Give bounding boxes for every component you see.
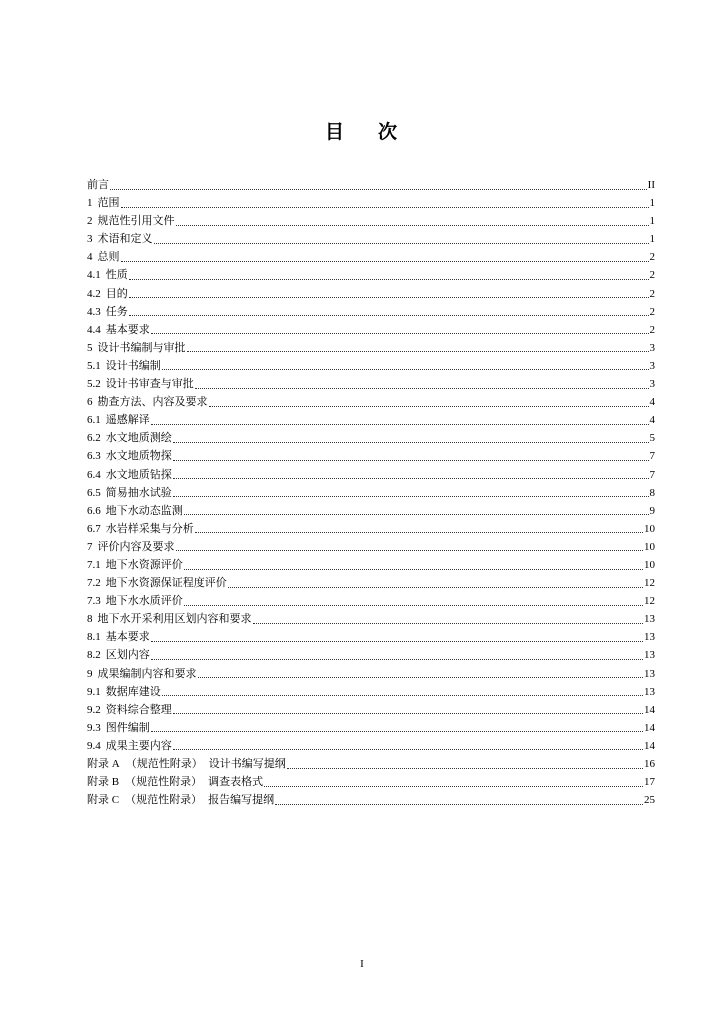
toc-entry-number: 5.2: [87, 378, 101, 391]
toc-entry[interactable]: [87, 447, 655, 465]
toc-entry-page: 13: [644, 685, 655, 698]
toc-entry-number: 6.7: [87, 522, 101, 535]
toc-entry-label: 规范性引用文件: [97, 215, 175, 228]
toc-entry-number: 4: [87, 251, 93, 264]
appendix-label: 设计书编写提纲: [208, 758, 286, 770]
toc-entry-label: 任务: [105, 305, 128, 318]
toc-entry-page: 13: [644, 631, 655, 644]
dot-leader: [129, 297, 649, 298]
toc-entry-number: 2: [87, 215, 93, 228]
toc-entry[interactable]: [87, 628, 655, 646]
toc-entry-page: 12: [644, 577, 655, 590]
dot-leader: [228, 587, 643, 588]
toc-appendix-entry[interactable]: [87, 755, 655, 773]
toc-entry-number: 4.1: [87, 269, 101, 282]
dot-leader: [151, 659, 643, 660]
toc-entry[interactable]: [87, 484, 655, 502]
toc-entry-number: 3: [87, 233, 93, 246]
toc-entry-page: 4: [649, 396, 655, 409]
dot-leader: [187, 351, 649, 352]
toc-entry-label: 术语和定义: [97, 233, 153, 246]
toc-entry-label: 遥感解译: [105, 414, 150, 427]
toc-entry-page: 8: [649, 486, 655, 499]
toc-entry-label: 地下水开采利用区划内容和要求: [97, 613, 252, 626]
toc-entry-number: 6.1: [87, 414, 101, 427]
dot-leader: [264, 786, 643, 787]
toc-entry-number: 5.1: [87, 359, 101, 372]
appendix-tag: 附录 A: [87, 758, 120, 770]
toc-entry[interactable]: [87, 303, 655, 321]
toc-entry-label: 数据库建设: [105, 685, 161, 698]
appendix-kind: （规范性附录）: [125, 776, 203, 789]
toc-entry-label: 设计书编制与审批: [97, 341, 186, 354]
toc-entry-label: 评价内容及要求: [97, 540, 175, 553]
toc-entry-number: 7.2: [87, 577, 101, 590]
toc-entry-page: 14: [644, 739, 655, 752]
toc-entry-number: 6.5: [87, 486, 101, 499]
dot-leader: [173, 460, 649, 461]
toc-entry-number: 4.3: [87, 305, 101, 318]
dot-leader: [154, 243, 649, 244]
toc-entry-page: 13: [644, 667, 655, 680]
dot-leader: [176, 225, 649, 226]
toc-entry-page: 25: [644, 794, 655, 807]
toc-entry-page: 2: [649, 251, 655, 264]
toc-entry[interactable]: [87, 321, 655, 339]
toc-entry[interactable]: [87, 212, 655, 230]
toc-entry-number: 5: [87, 341, 93, 354]
toc-entry[interactable]: [87, 592, 655, 610]
page-number: I: [360, 958, 364, 970]
toc-entry[interactable]: [87, 719, 655, 737]
toc-entry-number: 9: [87, 667, 93, 680]
appendix-label: 调查表格式: [208, 776, 264, 789]
toc-entry-number: 9.4: [87, 739, 101, 752]
toc-entry-label: 勘查方法、内容及要求: [97, 396, 208, 409]
toc-entry-number: 6.4: [87, 468, 101, 481]
toc-entry-page: 3: [649, 341, 655, 354]
toc-entry-page: 2: [649, 269, 655, 282]
toc-title-char-1: 目: [324, 122, 346, 143]
toc-entry-page: 7: [649, 450, 655, 463]
dot-leader: [173, 749, 643, 750]
toc-entry-label: 基本要求: [105, 631, 150, 644]
toc-entry[interactable]: [87, 502, 655, 520]
appendix-label: 报告编写提纲: [208, 794, 275, 807]
dot-leader: [173, 496, 649, 497]
dot-leader: [173, 478, 649, 479]
dot-leader: [151, 641, 643, 642]
toc-entry-number: 9.3: [87, 721, 101, 734]
toc-entry[interactable]: [87, 375, 655, 393]
toc-entry-page: II: [647, 179, 655, 191]
dot-leader: [184, 605, 643, 606]
toc-entry-number: 4.2: [87, 287, 101, 300]
toc-entry-number: 6.6: [87, 504, 101, 517]
dot-leader: [121, 207, 649, 208]
toc-entry-page: 1: [649, 215, 655, 228]
toc-entry[interactable]: [87, 520, 655, 538]
toc-entry-page: 2: [649, 287, 655, 300]
toc-entry-label: 资料综合整理: [105, 703, 172, 716]
toc-entry-page: 4: [649, 414, 655, 427]
appendix-tag: 附录 B: [87, 776, 120, 789]
appendix-kind: （规范性附录）: [125, 758, 203, 770]
toc-entry-number: 8.2: [87, 649, 101, 662]
toc-entry-page: 3: [649, 378, 655, 391]
toc-entry-label: 地下水资源保证程度评价: [105, 577, 227, 590]
toc-entry[interactable]: [87, 411, 655, 429]
dot-leader: [151, 731, 643, 732]
dot-leader: [198, 677, 644, 678]
dot-leader: [253, 623, 644, 624]
toc-entry-number: 7.1: [87, 558, 101, 571]
toc-entry-page: 1: [649, 233, 655, 246]
toc-entry[interactable]: [87, 176, 655, 194]
toc-entry-number: 6: [87, 396, 93, 409]
toc-entry-number: 1: [87, 197, 93, 210]
toc-entry-label: 简易抽水试验: [105, 486, 172, 499]
toc-entry-page: 14: [644, 721, 655, 734]
toc-entry-page: 1: [649, 197, 655, 210]
dot-leader: [184, 514, 649, 515]
toc-entry-label: 设计书编制: [105, 359, 161, 372]
toc-entry[interactable]: [87, 194, 655, 212]
toc-entry[interactable]: [87, 266, 655, 284]
dot-leader: [275, 804, 643, 805]
toc-entry-page: 14: [644, 703, 655, 716]
toc-entry[interactable]: [87, 339, 655, 357]
toc-entry-page: 9: [649, 504, 655, 517]
dot-leader: [195, 388, 649, 389]
appendix-tag: 附录 C: [87, 794, 120, 807]
dot-leader: [121, 261, 649, 262]
toc-entry-label: 水文地质物探: [105, 450, 172, 463]
toc-entry-label: 前言: [87, 179, 109, 191]
toc-appendix-entry[interactable]: [87, 791, 655, 809]
toc-entry-page: 2: [649, 323, 655, 336]
toc-entry-label: 总则: [97, 251, 120, 264]
toc-entry-label: 水岩样采集与分析: [105, 522, 194, 535]
toc-entry-number: 6.2: [87, 432, 101, 445]
toc-entry-number: 7.3: [87, 595, 101, 608]
toc-title: [0, 117, 724, 144]
toc-entry-label: 图件编制: [105, 721, 150, 734]
toc-entry[interactable]: [87, 556, 655, 574]
dot-leader: [287, 768, 643, 769]
toc-entry-page: 10: [644, 540, 655, 553]
dot-leader: [173, 713, 643, 714]
toc-entry-page: 3: [649, 359, 655, 372]
toc-entry[interactable]: [87, 285, 655, 303]
toc-entry-label: 设计书审查与审批: [105, 378, 194, 391]
toc-appendix-entry[interactable]: [87, 773, 655, 791]
toc-entry-label: 地下水动态监测: [105, 504, 183, 517]
toc-entry-page: 13: [644, 613, 655, 626]
toc-entry-label: 地下水水质评价: [105, 595, 183, 608]
dot-leader: [110, 189, 647, 190]
toc-entry-page: 2: [649, 305, 655, 318]
dot-leader: [162, 369, 649, 370]
toc-entry-label: 区划内容: [105, 649, 150, 662]
toc-entry-label: 性质: [105, 269, 128, 282]
toc-entry[interactable]: [87, 393, 655, 411]
table-of-contents: [87, 176, 655, 809]
dot-leader: [173, 442, 649, 443]
toc-entry-page: 5: [649, 432, 655, 445]
toc-entry-label: 地下水资源评价: [105, 558, 183, 571]
dot-leader: [162, 695, 643, 696]
toc-entry-label: 水文地质测绘: [105, 432, 172, 445]
toc-entry-page: 10: [644, 558, 655, 571]
dot-leader: [151, 333, 649, 334]
toc-entry-number: 6.3: [87, 450, 101, 463]
dot-leader: [176, 550, 644, 551]
toc-entry-label: 范围: [97, 197, 120, 210]
toc-entry-page: 12: [644, 595, 655, 608]
toc-entry-number: 8: [87, 613, 93, 626]
dot-leader: [184, 569, 643, 570]
dot-leader: [209, 406, 649, 407]
toc-entry[interactable]: [87, 701, 655, 719]
appendix-kind: （规范性附录）: [125, 794, 203, 807]
toc-entry-label: 成果主要内容: [105, 739, 172, 752]
toc-title-char-2: 次: [378, 122, 400, 143]
toc-entry-number: 9.2: [87, 703, 101, 716]
toc-entry-page: 17: [644, 776, 655, 789]
toc-entry[interactable]: [87, 665, 655, 683]
toc-entry[interactable]: [87, 248, 655, 266]
toc-entry-label: 成果编制内容和要求: [97, 667, 197, 680]
dot-leader: [129, 315, 649, 316]
toc-entry-label: 目的: [105, 287, 128, 300]
toc-entry[interactable]: [87, 610, 655, 628]
dot-leader: [195, 532, 643, 533]
toc-entry[interactable]: [87, 466, 655, 484]
toc-entry[interactable]: [87, 646, 655, 664]
dot-leader: [151, 424, 649, 425]
toc-entry[interactable]: [87, 357, 655, 375]
toc-entry-page: 7: [649, 468, 655, 481]
toc-entry-number: 4.4: [87, 323, 101, 336]
toc-entry[interactable]: [87, 574, 655, 592]
toc-entry[interactable]: [87, 538, 655, 556]
toc-entry-label: 基本要求: [105, 323, 150, 336]
toc-entry-page: 16: [644, 758, 655, 770]
toc-entry-number: 9.1: [87, 685, 101, 698]
toc-entry[interactable]: [87, 737, 655, 755]
toc-entry-page: 13: [644, 649, 655, 662]
toc-entry-page: 10: [644, 522, 655, 535]
toc-entry[interactable]: [87, 429, 655, 447]
toc-entry[interactable]: [87, 230, 655, 248]
toc-entry[interactable]: [87, 683, 655, 701]
dot-leader: [129, 279, 649, 280]
toc-entry-label: 水文地质钻探: [105, 468, 172, 481]
toc-entry-number: 7: [87, 540, 93, 553]
toc-entry-number: 8.1: [87, 631, 101, 644]
